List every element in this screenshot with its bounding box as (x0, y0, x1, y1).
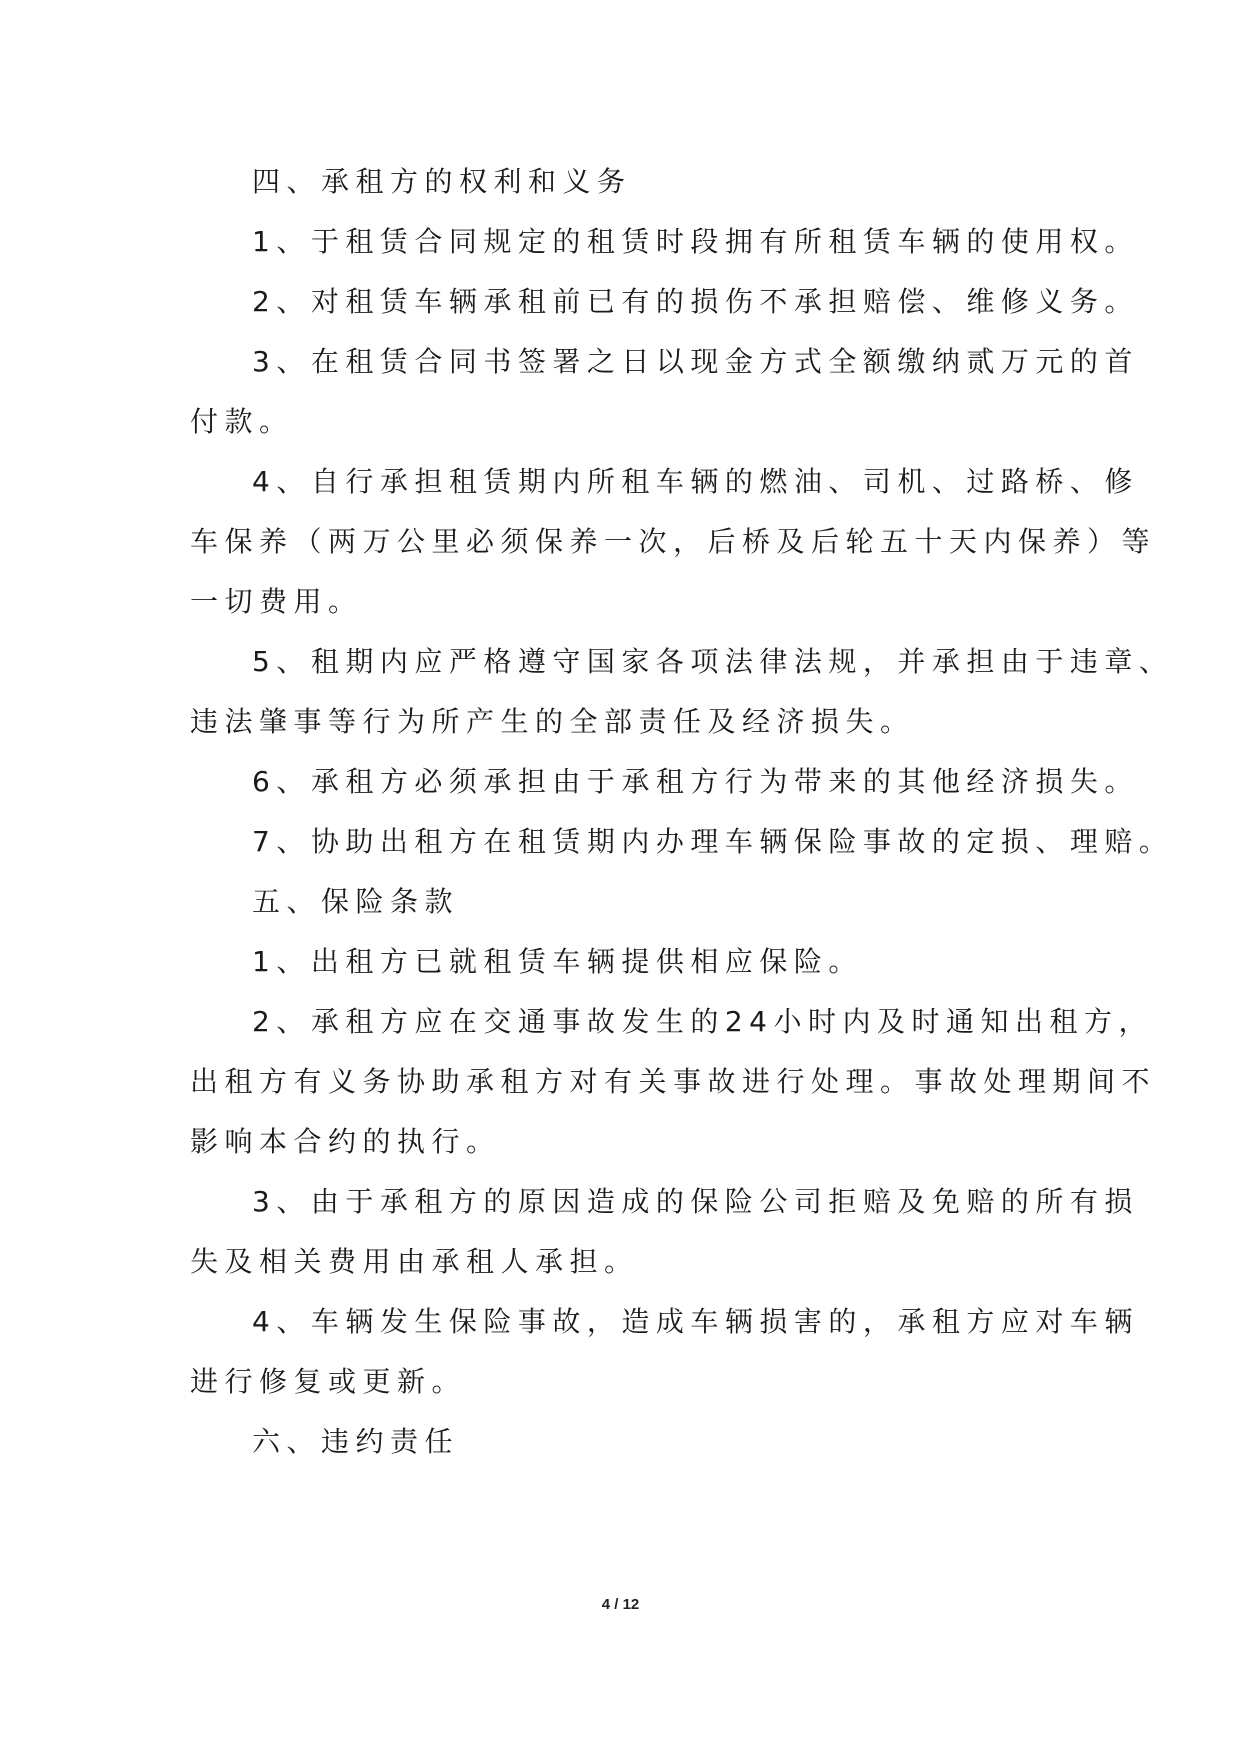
paragraph-line: 付款。 (190, 405, 294, 438)
paragraph-line: 3、由于承租方的原因造成的保险公司拒赔及免赔的所有损 (252, 1185, 1139, 1218)
paragraph-line: 影响本合约的执行。 (190, 1125, 501, 1158)
paragraph-line: 车保养（两万公里必须保养一次，后桥及后轮五十天内保养）等 (190, 525, 1157, 558)
paragraph-line: 出租方有义务协助承租方对有关事故进行处理。事故处理期间不 (190, 1065, 1157, 1098)
document-body (190, 152, 1174, 1472)
paragraph-line: 2、承租方应在交通事故发生的24小时内及时通知出租方， (252, 1005, 1153, 1038)
paragraph-line: 5、租期内应严格遵守国家各项法律法规，并承担由于违章、 (252, 645, 1174, 678)
paragraph-line: 2、对租赁车辆承租前已有的损伤不承担赔偿、维修义务。 (252, 285, 1139, 318)
paragraph-line: 1、于租赁合同规定的租赁时段拥有所租赁车辆的使用权。 (252, 225, 1139, 258)
page-number: 4 / 12 (601, 1596, 640, 1613)
paragraph-line: 7、协助出租方在租赁期内办理车辆保险事故的定损、理赔。 (252, 825, 1174, 858)
paragraph-line: 6、承租方必须承担由于承租方行为带来的其他经济损失。 (252, 765, 1139, 798)
paragraph-line: 进行修复或更新。 (190, 1365, 467, 1398)
section-heading-insurance: 五、保险条款 (252, 885, 460, 918)
paragraph-line: 1、出租方已就租赁车辆提供相应保险。 (252, 945, 863, 978)
paragraph-line: 4、自行承担租赁期内所租车辆的燃油、司机、过路桥、修 (252, 465, 1139, 498)
paragraph-line: 3、在租赁合同书签署之日以现金方式全额缴纳贰万元的首 (252, 345, 1139, 378)
paragraph-line: 违法肇事等行为所产生的全部责任及经济损失。 (190, 705, 915, 738)
paragraph-line: 失及相关费用由承租人承担。 (190, 1245, 639, 1278)
paragraph-line: 一切费用。 (190, 585, 363, 618)
paragraph-line: 4、车辆发生保险事故，造成车辆损害的，承租方应对车辆 (252, 1305, 1139, 1338)
section-heading-tenant-rights: 四、承租方的权利和义务 (252, 165, 632, 198)
section-heading-breach-liability: 六、违约责任 (252, 1425, 460, 1458)
